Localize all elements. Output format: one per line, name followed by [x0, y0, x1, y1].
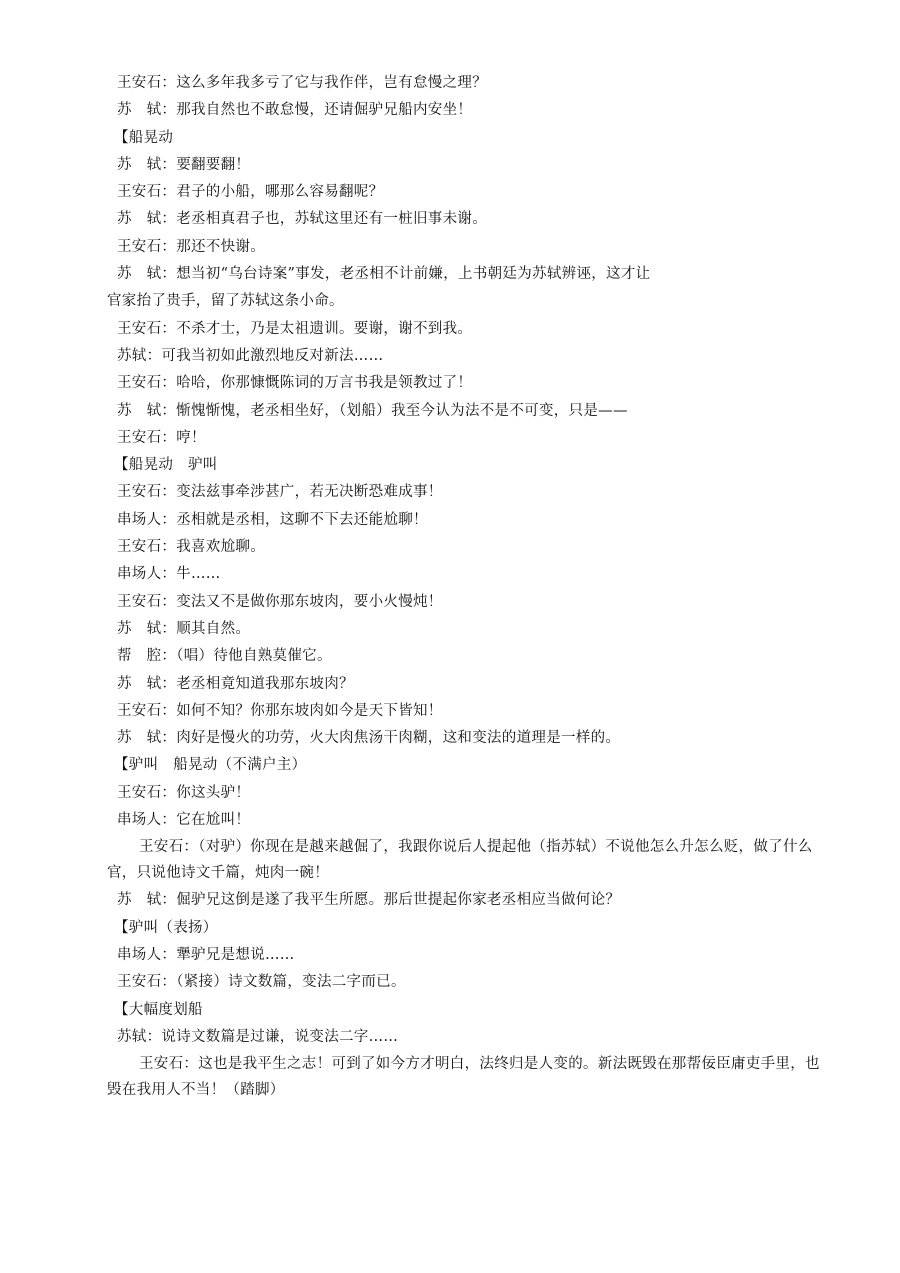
- dialogue-line: 苏 轼：肉好是慢火的功劳，火大肉焦汤干肉糊，这和变法的道理是一样的。: [117, 730, 621, 747]
- dialogue-line: 帮 腔：（唱）待他自熟莫催它。: [117, 648, 332, 665]
- dialogue-line: 苏轼：说诗文数篇是过谦，说变法二字……: [117, 1028, 399, 1045]
- dialogue-line: 王安石：这么多年我多亏了它与我作伴，岂有怠慢之理？: [117, 75, 487, 91]
- dialogue-line: 苏轼：可我当初如此激烈地反对新法……: [117, 347, 384, 364]
- dialogue-line: 苏 轼：要翻要翻！: [117, 156, 251, 173]
- dialogue-paragraph: 王安石：（对驴）你现在是越来越倔了，我跟你说后人提起他（指苏轼）不说他怎么升怎么贬，做了什么官，只说他诗文千篇，炖肉一碗！: [107, 839, 813, 882]
- script-text: [85, 70, 825, 1104]
- dialogue-line: 王安石：变法又不是做你那东坡肉，要小火慢炖！: [117, 593, 443, 610]
- dialogue-line: 苏 轼：想当初“乌台诗案”事发，老丞相不计前嫌，上书朝廷为苏轼辨诬，这才让: [117, 266, 651, 283]
- dialogue-line: 王安石：你这头驴！: [117, 784, 251, 801]
- stage-direction: 【驴叫（表扬）: [114, 919, 218, 936]
- dialogue-line: 王安石：那还不快谢。: [117, 238, 265, 255]
- dialogue-line: 苏 轼：倔驴兄这倒是遂了我平生所愿。那后世提起你家老丞相应当做何论？: [117, 892, 621, 909]
- dialogue-line: 苏 轼：顺其自然。: [117, 620, 251, 637]
- stage-direction: 【船晃动: [114, 129, 174, 146]
- dialogue-line: 王安石：不杀才士，乃是太祖遗训。要谢，谢不到我。: [117, 320, 473, 337]
- dialogue-line: 串场人：丞相就是丞相，这聊不下去还能尬聊！: [117, 511, 428, 528]
- dialogue-line: 王安石：哈哈，你那慷慨陈词的万言书我是领教过了！: [117, 375, 473, 392]
- stage-direction: 【驴叫 船晃动（不满户主）: [114, 757, 307, 774]
- dialogue-continuation: 官家抬了贵手，留了苏轼这条小命。: [107, 293, 344, 310]
- dialogue-paragraph: 王安石：这也是我平生之志！可到了如今方才明白，法终归是人变的。新法既毁在那帮佞臣庸吏手里，也毁在我用人不当！（踏脚）: [107, 1056, 820, 1099]
- stage-direction: 【船晃动 驴叫: [114, 457, 218, 474]
- dialogue-line: 王安石：哼！: [117, 429, 206, 446]
- dialogue-line: 苏 轼：老丞相真君子也，苏轼这里还有一桩旧事未谢。: [117, 211, 487, 228]
- dialogue-line: 王安石：我喜欢尬聊。: [117, 539, 265, 556]
- dialogue-line: 串场人：牛……: [117, 566, 221, 583]
- dialogue-line: 王安石：如何不知？你那东坡肉如今是天下皆知！: [117, 702, 443, 719]
- dialogue-line: 王安石：君子的小船，哪那么容易翻呢？: [117, 184, 384, 201]
- dialogue-line: 串场人：它在尬叫！: [117, 812, 251, 829]
- dialogue-line: 王安石：变法兹事牵涉甚广，若无决断恐难成事！: [117, 484, 443, 501]
- dialogue-line: 王安石：（紧接）诗文数篇，变法二字而已。: [117, 974, 406, 991]
- dialogue-line: 苏 轼：那我自然也不敢怠慢，还请倔驴兄船内安坐！: [117, 102, 473, 119]
- stage-direction: 【大幅度划船: [114, 1001, 203, 1018]
- dialogue-line: 串场人：犟驴兄是想说……: [117, 946, 295, 963]
- dialogue-line: 苏 轼：惭愧惭愧，老丞相坐好，（划船）我至今认为法不是不可变，只是——: [117, 402, 628, 419]
- dialogue-line: 苏 轼：老丞相竟知道我那东坡肉？: [117, 675, 354, 692]
